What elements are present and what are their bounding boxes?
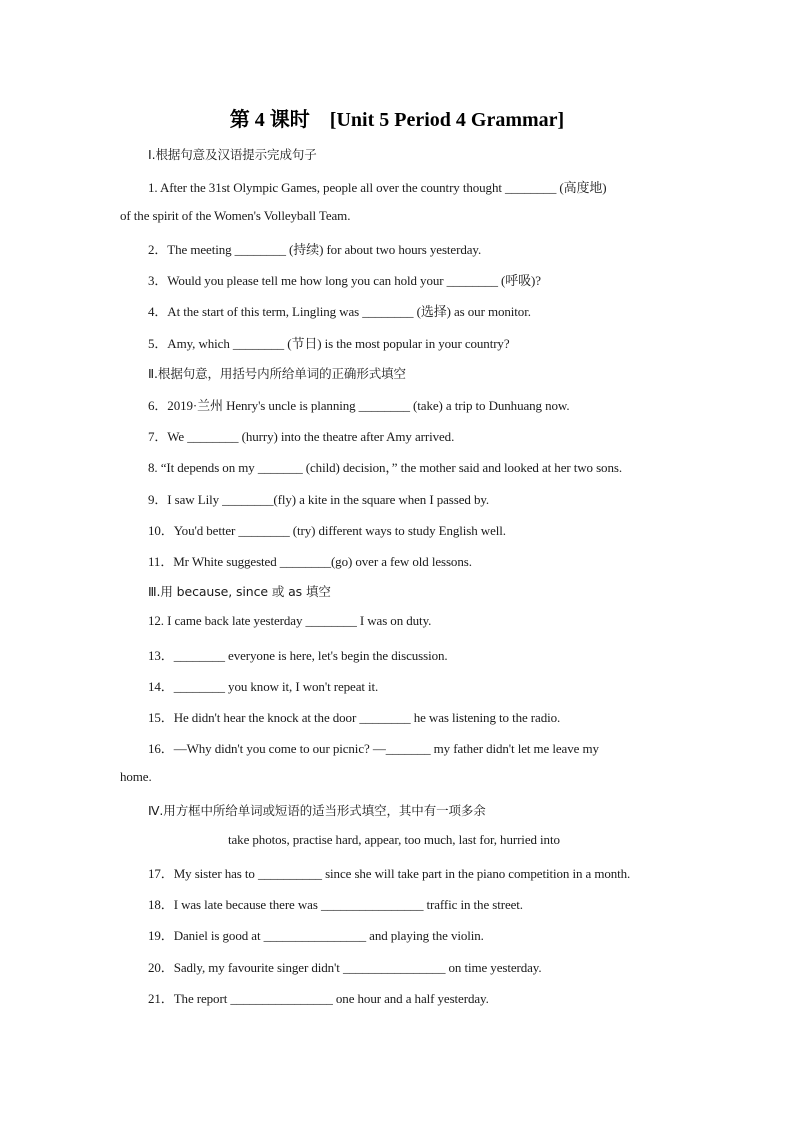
question-8: 8. “It depends on my _______ (child) decision，” the mother said and looked at her two sons.: [148, 460, 622, 475]
question-6: 6．2019·兰州 Henry's uncle is planning ________ (take) a trip to Dunhuang now.: [148, 398, 570, 413]
question-7: 7．We ________ (hurry) into the theatre after Amy arrived.: [148, 429, 455, 444]
question-13: 13．________ everyone is here, let's begin the discussion.: [148, 648, 448, 663]
question-21: 21．The report ________________ one hour and a half yesterday.: [148, 991, 489, 1006]
section-3-heading: Ⅲ.用 because, since 或 as 填空: [148, 584, 331, 599]
question-1-line-1: 1. After the 31st Olympic Games, people all over the country thought ________ (高度地): [148, 180, 607, 195]
section-2-heading: Ⅱ.根据句意，用括号内所给单词的正确形式填空: [148, 366, 406, 381]
question-9: 9．I saw Lily ________(fly) a kite in the square when I passed by.: [148, 492, 490, 507]
page-title: 第 4 课时 [Unit 5 Period 4 Grammar]: [229, 109, 565, 131]
question-14: 14．________ you know it, I won't repeat it.: [148, 679, 379, 694]
question-12: 12. I came back late yesterday ________ I was on duty.: [148, 613, 432, 628]
question-18: 18．I was late because there was ________________ traffic in the street.: [148, 897, 523, 912]
question-15: 15．He didn't hear the knock at the door ________ he was listening to the radio.: [148, 710, 561, 725]
question-16-line-1: 16．—Why didn't you come to our picnic? —_______ my father didn't let me leave my: [148, 741, 599, 756]
question-4: 4．At the start of this term, Lingling was ________ (选择) as our monitor.: [148, 304, 531, 319]
question-16-line-2: home.: [120, 769, 152, 784]
word-box: take photos, practise hard, appear, too much, last for, hurried into: [228, 832, 560, 847]
question-3: 3．Would you please tell me how long you can hold your ________ (呼吸)?: [148, 273, 541, 288]
question-20: 20．Sadly, my favourite singer didn't ________________ on time yesterday.: [148, 960, 542, 975]
section-1-heading: Ⅰ.根据句意及汉语提示完成句子: [148, 147, 317, 162]
question-10: 10．You'd better ________ (try) different ways to study English well.: [148, 523, 506, 538]
question-17: 17．My sister has to __________ since she will take part in the piano competition in a month.: [148, 866, 631, 881]
question-19: 19．Daniel is good at ________________ and playing the violin.: [148, 928, 484, 943]
section-4-heading: Ⅳ.用方框中所给单词或短语的适当形式填空，其中有一项多余: [148, 803, 486, 818]
question-5: 5．Amy, which ________ (节日) is the most popular in your country?: [148, 336, 510, 351]
question-2: 2．The meeting ________ (持续) for about two hours yesterday.: [148, 242, 482, 257]
question-11: 11．Mr White suggested ________(go) over a few old lessons.: [148, 554, 472, 569]
question-1-line-2: of the spirit of the Women's Volleyball Team.: [120, 208, 351, 223]
